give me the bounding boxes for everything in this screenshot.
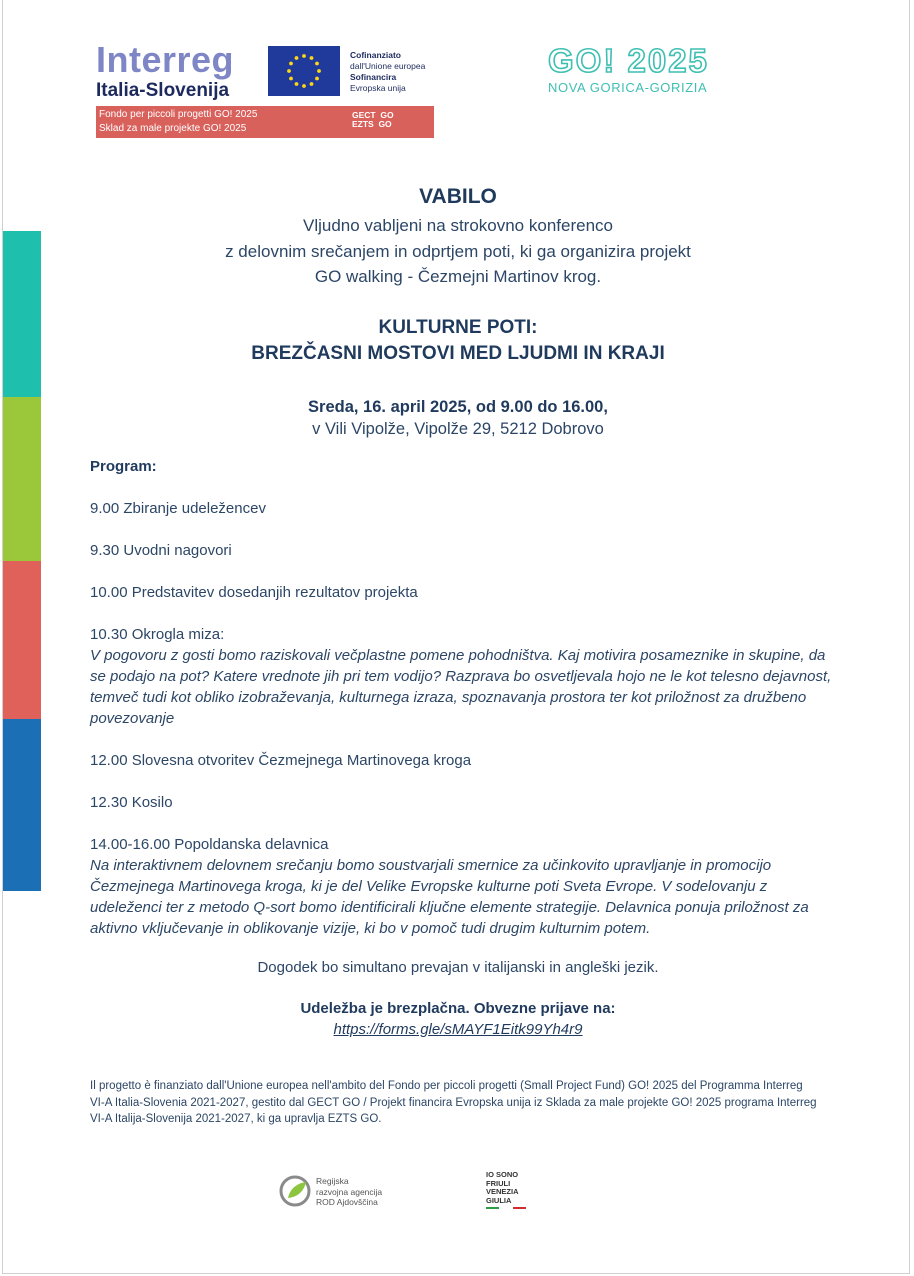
fvg-flag-stripe: [486, 1207, 526, 1209]
program-item-description: V pogovoru z gosti bomo raziskovali večplastne pomene pohodništva. Kaj motivira posameznike in skupine, da se podajo na pot? Katere vrednote jih pri tem vodijo? Razprava bo osvetljevala hojo ne le kot telesno dejavnost, temveč tudi kot obliko izobraževanja, kulturnega izraza, spoznavanja prostora ter kot priložnost za družbeno povezovanje: [90, 647, 832, 727]
program-item-description: Na interaktivnem delovnem srečanju bomo soustvarjali smernice za učinkovito upravljanje in promocijo Čezmejnega Martinovega kroga, ki je del Velike Evropske kulturne poti Sveta Evrope. V sodelovanju z udeleženci ter z metodo Q-sort bomo identificirali ključne elemente strategije. Delavnica ponuja priložnost za aktivno vključevanje in oblikovanje vizije, ki bo v pomoč tudi drugim kulturnim potem.: [90, 857, 809, 937]
fund-band: [96, 106, 434, 138]
funding-footnote: Il progetto è finanziato dall'Unione europea nell'ambito del Fondo per piccoli progetti (Small Project Fund) GO! 2025 del Programma Interreg VI-A Italia-Slovenia 2021-2027, gestito dal GECT GO / Projekt financira Evropska unija iz Sklada za male projekte GO! 2025 programa Interreg VI-A Italija-Slovenija 2021-2027, ki ga upravlja EZTS GO.: [90, 1080, 817, 1125]
go2025-subtitle: NOVA GORICA-GORIZIA: [548, 80, 708, 95]
rra-line: Regijska: [316, 1176, 349, 1186]
program-section: [90, 456, 834, 960]
program-item-title: 9.00 Zbiranje udeležencev: [90, 500, 266, 517]
cofin-line: Sofinancira: [350, 72, 397, 82]
translation-note: Dogodek bo simultano prevajan v italijanski in angleški jezik.: [257, 959, 659, 976]
cofin-line: Evropska unija: [350, 83, 406, 93]
program-item: [90, 582, 834, 603]
side-bar-green: [3, 397, 41, 561]
program-item-title: 14.00-16.00 Popoldanska delavnica: [90, 836, 329, 853]
program-item: [90, 540, 834, 561]
program-item-title: 9.30 Uvodni nagovori: [90, 542, 232, 559]
cofinancing-text: [350, 50, 425, 94]
event-date: Sreda, 16. april 2025, od 9.00 do 16.00,: [308, 398, 608, 416]
rra-logo: [278, 1174, 398, 1210]
program-item-title: 10.00 Predstavitev dosedanjih rezultatov projekta: [90, 584, 418, 601]
fund-line-it: Fondo per piccoli progetti GO! 2025: [99, 109, 258, 120]
invitation-intro: [90, 213, 826, 290]
fvg-line: VENEZIA: [486, 1187, 519, 1196]
intro-line: GO walking - Čezmejni Martinov krog.: [314, 267, 602, 286]
fvg-line: IO SONO: [486, 1170, 519, 1179]
program-item: [90, 750, 834, 771]
registration-note: Udeležba je brezplačna. Obvezne prijave na:: [300, 1000, 616, 1017]
conference-title-line: BREZČASNI MOSTOVI MED LJUDMI IN KRAJI: [251, 343, 665, 364]
program-item: [90, 498, 834, 519]
intro-line: Vljudno vabljeni na strokovno konferenco: [303, 216, 613, 235]
rra-line: ROD Ajdovščina: [316, 1197, 378, 1207]
side-color-bars: [3, 231, 41, 891]
conference-title-line: KULTURNE POTI:: [378, 317, 538, 338]
program-label: Program:: [90, 458, 157, 475]
program-item-title: 12.30 Kosilo: [90, 794, 173, 811]
fvg-logo: [486, 1171, 536, 1211]
registration-link: [90, 1019, 826, 1041]
gect-line: EZTS GO: [352, 119, 392, 129]
side-bar-red: [3, 561, 41, 719]
registration-link-text[interactable]: https://forms.gle/sMAYF1Eitk99Yh4r9: [333, 1021, 583, 1038]
side-bar-teal: [3, 231, 41, 397]
program-item-title: 12.00 Slovesna otvoritev Čezmejnega Martinovega kroga: [90, 752, 472, 769]
program-item-title: 10.30 Okrogla miza:: [90, 626, 225, 643]
event-place: v Vili Vipolže, Vipolže 29, 5212 Dobrovo: [312, 420, 604, 438]
interreg-logo: [96, 39, 436, 138]
fvg-line: FRIULI: [486, 1178, 511, 1188]
interreg-subtitle: Italia-Slovenija: [96, 80, 230, 101]
go2025-title: GO! 2025: [548, 42, 709, 79]
cofin-line: Cofinanziato: [350, 50, 401, 60]
conference-title: [90, 315, 826, 367]
fvg-line: GIULIA: [486, 1195, 512, 1205]
interreg-wordmark: Interreg: [96, 39, 235, 80]
gect-logo: [352, 111, 394, 129]
go2025-logo: [548, 44, 738, 102]
intro-line: z delovnim srečanjem in odprtjem poti, ki ga organizira projekt: [225, 241, 691, 261]
gect-line: GECT GO: [352, 110, 394, 120]
program-item: [90, 792, 834, 813]
invitation-heading: VABILO: [419, 185, 497, 208]
rra-line: razvojna agencija: [316, 1186, 383, 1197]
eu-flag-icon: [268, 46, 340, 96]
program-item: [90, 834, 834, 939]
fund-line-si: Sklad za male projekte GO! 2025: [99, 123, 247, 134]
cofin-line: dall'Unione europea: [350, 61, 426, 71]
rra-leaf-icon: [278, 1174, 312, 1208]
program-item: [90, 624, 834, 729]
side-bar-blue: [3, 719, 41, 891]
